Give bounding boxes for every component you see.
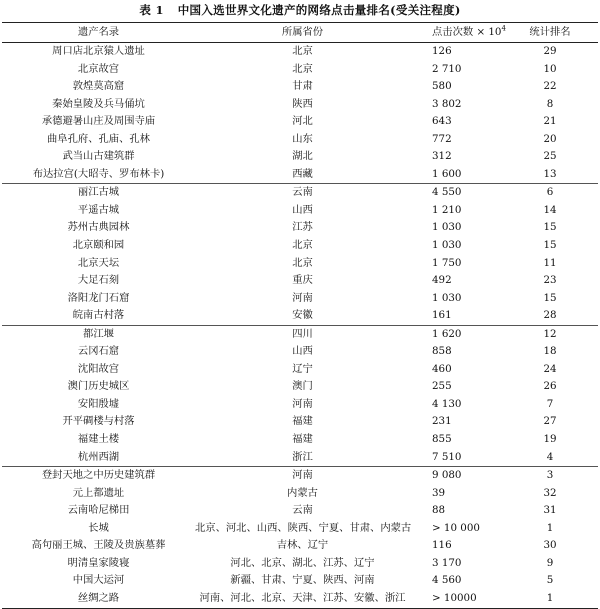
table-title: 中国入选世界文化遗产的网络点击量排名(受关注程度) <box>177 3 461 17</box>
cell-name: 平遥古城 <box>77 203 120 216</box>
table-row <box>2 166 598 184</box>
cell-name: 高句丽王城、王陵及贵族墓葬 <box>31 539 166 552</box>
cell-clicks: 161 <box>432 309 452 322</box>
cell-province: 辽宁 <box>292 362 313 375</box>
cell-province: 陕西 <box>292 97 313 110</box>
cell-rank: 11 <box>543 256 557 269</box>
table-row <box>2 113 598 131</box>
cell-name: 福建土楼 <box>77 433 120 446</box>
cell-clicks: > 10000 <box>432 591 477 604</box>
cell-rank: 29 <box>543 45 557 57</box>
table-row <box>2 378 598 396</box>
cell-rank: 24 <box>543 362 557 375</box>
cell-clicks: 1 030 <box>432 221 462 234</box>
cell-name: 沈阳故宫 <box>77 362 120 375</box>
cell-rank: 10 <box>543 62 557 75</box>
table-row <box>2 537 598 555</box>
table-header <box>2 23 598 43</box>
cell-clicks: 580 <box>432 80 452 93</box>
cell-clicks: 9 080 <box>432 469 462 482</box>
cell-province: 河北、北京、湖北、江苏、辽宁 <box>230 556 375 569</box>
table-row <box>2 485 598 503</box>
cell-province: 甘肃 <box>292 80 313 93</box>
cell-province: 河北 <box>292 115 313 128</box>
table-row <box>2 290 598 308</box>
cell-province: 北京 <box>292 239 313 252</box>
cell-name: 开平碉楼与村落 <box>62 415 135 428</box>
cell-rank: 21 <box>543 115 557 128</box>
table-row <box>2 43 598 61</box>
cell-name: 承德避暑山庄及周围寺庙 <box>41 115 156 128</box>
cell-province: 山西 <box>292 345 313 358</box>
cell-clicks: 643 <box>432 115 452 128</box>
table-row <box>2 96 598 114</box>
cell-clicks: 1 600 <box>432 167 462 180</box>
cell-rank: 3 <box>546 469 554 482</box>
cell-name: 曲阜孔府、孔庙、孔林 <box>47 132 150 145</box>
cell-rank: 4 <box>546 450 554 463</box>
cell-clicks: 4 130 <box>432 397 462 410</box>
table-row <box>2 272 598 290</box>
table-row <box>2 148 598 166</box>
header-province: 所属省份 <box>281 25 324 38</box>
cell-name: 布达拉宫(大昭寺、罗布林卡) <box>32 167 165 180</box>
cell-province: 福建 <box>292 415 313 428</box>
cell-clicks: 1 030 <box>432 291 462 304</box>
cell-clicks: 231 <box>432 415 452 428</box>
cell-rank: 9 <box>546 556 554 569</box>
header-clicks <box>410 23 506 43</box>
cell-rank: 8 <box>546 97 554 110</box>
table-row <box>2 396 598 414</box>
header-name: 遗产名录 <box>77 25 120 38</box>
cell-rank: 1 <box>546 521 554 534</box>
cell-clicks: 3 170 <box>432 556 462 569</box>
cell-province: 湖北 <box>292 150 313 163</box>
header-rank: 统计排名 <box>529 25 571 38</box>
cell-name: 洛阳龙门石窟 <box>67 291 130 304</box>
cell-rank: 18 <box>543 345 557 358</box>
cell-name: 登封天地之中历史建筑群 <box>41 469 156 482</box>
header-clicks-exponent: 4 <box>501 24 506 33</box>
cell-clicks: 460 <box>432 362 452 375</box>
cell-name: 安阳殷墟 <box>77 397 120 410</box>
cell-name: 元上都遗址 <box>72 486 125 499</box>
table-row <box>2 431 598 449</box>
cell-province: 河南、河北、北京、天津、江苏、安徽、浙江 <box>199 591 406 604</box>
cell-name: 都江堰 <box>83 327 114 340</box>
cell-name: 皖南古村落 <box>72 309 125 322</box>
cell-province: 河南 <box>292 291 313 304</box>
cell-name: 丽江古城 <box>77 186 120 199</box>
table-row <box>2 237 598 255</box>
cell-clicks: 116 <box>432 539 452 552</box>
cell-name: 杭州西湖 <box>77 450 120 463</box>
table-row <box>2 184 598 202</box>
table-row <box>2 555 598 573</box>
cell-rank: 28 <box>543 309 557 322</box>
table-row <box>2 449 598 467</box>
table-row <box>2 520 598 538</box>
table-row <box>2 61 598 79</box>
cell-clicks: 772 <box>432 132 452 145</box>
cell-clicks: 492 <box>432 274 452 287</box>
cell-clicks: 126 <box>432 45 452 57</box>
cell-province: 北京 <box>292 45 313 57</box>
cell-clicks: 3 802 <box>432 97 462 110</box>
cell-rank: 15 <box>543 291 557 304</box>
cell-province: 山东 <box>292 132 313 145</box>
cell-rank: 27 <box>543 415 557 428</box>
cell-province: 内蒙古 <box>287 486 318 499</box>
cell-rank: 22 <box>543 80 557 93</box>
cell-clicks: 312 <box>432 150 452 163</box>
cell-name: 长城 <box>88 521 109 534</box>
cell-name: 北京天坛 <box>77 256 120 269</box>
table-number: 表 1 <box>139 3 164 17</box>
cell-province: 四川 <box>292 327 313 340</box>
cell-clicks: 4 560 <box>432 574 462 587</box>
cell-rank: 7 <box>546 397 554 410</box>
cell-name: 北京颐和园 <box>72 239 125 252</box>
table-row <box>2 219 598 237</box>
cell-name: 云冈石窟 <box>77 345 120 358</box>
cell-province: 浙江 <box>292 450 313 463</box>
table-row <box>2 572 598 590</box>
cell-province: 西藏 <box>292 167 313 180</box>
cell-clicks: 855 <box>432 433 452 446</box>
table-row <box>2 307 598 325</box>
cell-province: 新疆、甘肃、宁夏、陕西、河南 <box>230 574 375 587</box>
table-row <box>2 467 598 485</box>
cell-rank: 30 <box>543 539 557 552</box>
cell-province: 河南 <box>292 469 313 482</box>
table-row <box>2 590 598 608</box>
cell-province: 江苏 <box>292 221 313 234</box>
cell-clicks: 4 550 <box>432 186 462 199</box>
cell-name: 澳门历史城区 <box>67 380 130 393</box>
cell-province: 河南 <box>292 397 313 410</box>
table-row <box>2 413 598 431</box>
cell-province: 澳门 <box>292 380 313 393</box>
table-row <box>2 255 598 273</box>
cell-province: 吉林、辽宁 <box>276 539 329 552</box>
heritage-table <box>2 22 598 609</box>
cell-name: 北京故宫 <box>77 62 120 75</box>
cell-rank: 15 <box>543 239 557 252</box>
cell-province: 北京、河北、山西、陕西、宁夏、甘肃、内蒙古 <box>195 521 412 534</box>
header-row <box>2 23 598 43</box>
cell-clicks: 858 <box>432 345 452 358</box>
table-row <box>2 131 598 149</box>
cell-province: 云南 <box>292 186 313 199</box>
cell-name: 苏州古典园林 <box>67 221 130 234</box>
cell-clicks: 255 <box>432 380 452 393</box>
table-row <box>2 361 598 379</box>
table-row <box>2 502 598 520</box>
cell-rank: 14 <box>543 203 557 216</box>
cell-name: 云南哈尼梯田 <box>67 504 130 517</box>
cell-rank: 20 <box>543 132 557 145</box>
table-row <box>2 325 598 343</box>
cell-clicks: 1 620 <box>432 327 462 340</box>
table-group-2 <box>2 184 598 325</box>
cell-clicks: 1 210 <box>432 203 462 216</box>
cell-rank: 6 <box>546 186 554 199</box>
cell-rank: 13 <box>543 167 557 180</box>
cell-province: 北京 <box>292 256 313 269</box>
cell-province: 北京 <box>292 62 313 75</box>
cell-clicks: 1 750 <box>432 256 462 269</box>
cell-clicks: 7 510 <box>432 450 462 463</box>
cell-rank: 32 <box>543 486 557 499</box>
cell-clicks: > 10 000 <box>432 521 480 534</box>
table-caption <box>0 2 600 18</box>
cell-name: 周口店北京猿人遗址 <box>52 45 145 57</box>
cell-clicks: 1 030 <box>432 239 462 252</box>
cell-name: 大足石刻 <box>77 274 120 287</box>
cell-name: 武当山古建筑群 <box>62 150 135 163</box>
cell-province: 重庆 <box>292 274 313 287</box>
cell-name: 敦煌莫高窟 <box>72 80 125 93</box>
cell-province: 福建 <box>292 433 313 446</box>
cell-rank: 25 <box>543 150 557 163</box>
cell-rank: 1 <box>546 591 554 604</box>
cell-province: 山西 <box>292 203 313 216</box>
cell-province: 云南 <box>292 504 313 517</box>
table-row <box>2 202 598 220</box>
table-group-3 <box>2 325 598 466</box>
cell-rank: 26 <box>543 380 557 393</box>
cell-clicks: 39 <box>432 486 446 499</box>
cell-rank: 12 <box>543 327 557 340</box>
cell-name: 明清皇家陵寝 <box>67 556 130 569</box>
table-row <box>2 343 598 361</box>
cell-rank: 23 <box>543 274 557 287</box>
cell-rank: 19 <box>543 433 557 446</box>
table-row <box>2 78 598 96</box>
cell-province: 安徽 <box>292 309 313 322</box>
cell-rank: 15 <box>543 221 557 234</box>
cell-name: 秦始皇陵及兵马俑坑 <box>52 97 145 110</box>
cell-name: 中国大运河 <box>72 574 125 587</box>
cell-clicks: 88 <box>432 504 446 517</box>
cell-clicks: 2 710 <box>432 62 462 75</box>
table-group-1 <box>2 43 598 184</box>
cell-rank: 31 <box>543 504 557 517</box>
cell-rank: 5 <box>546 574 554 587</box>
cell-name: 丝绸之路 <box>77 591 120 604</box>
header-clicks-label: 点击次数 × 10 <box>432 25 502 38</box>
